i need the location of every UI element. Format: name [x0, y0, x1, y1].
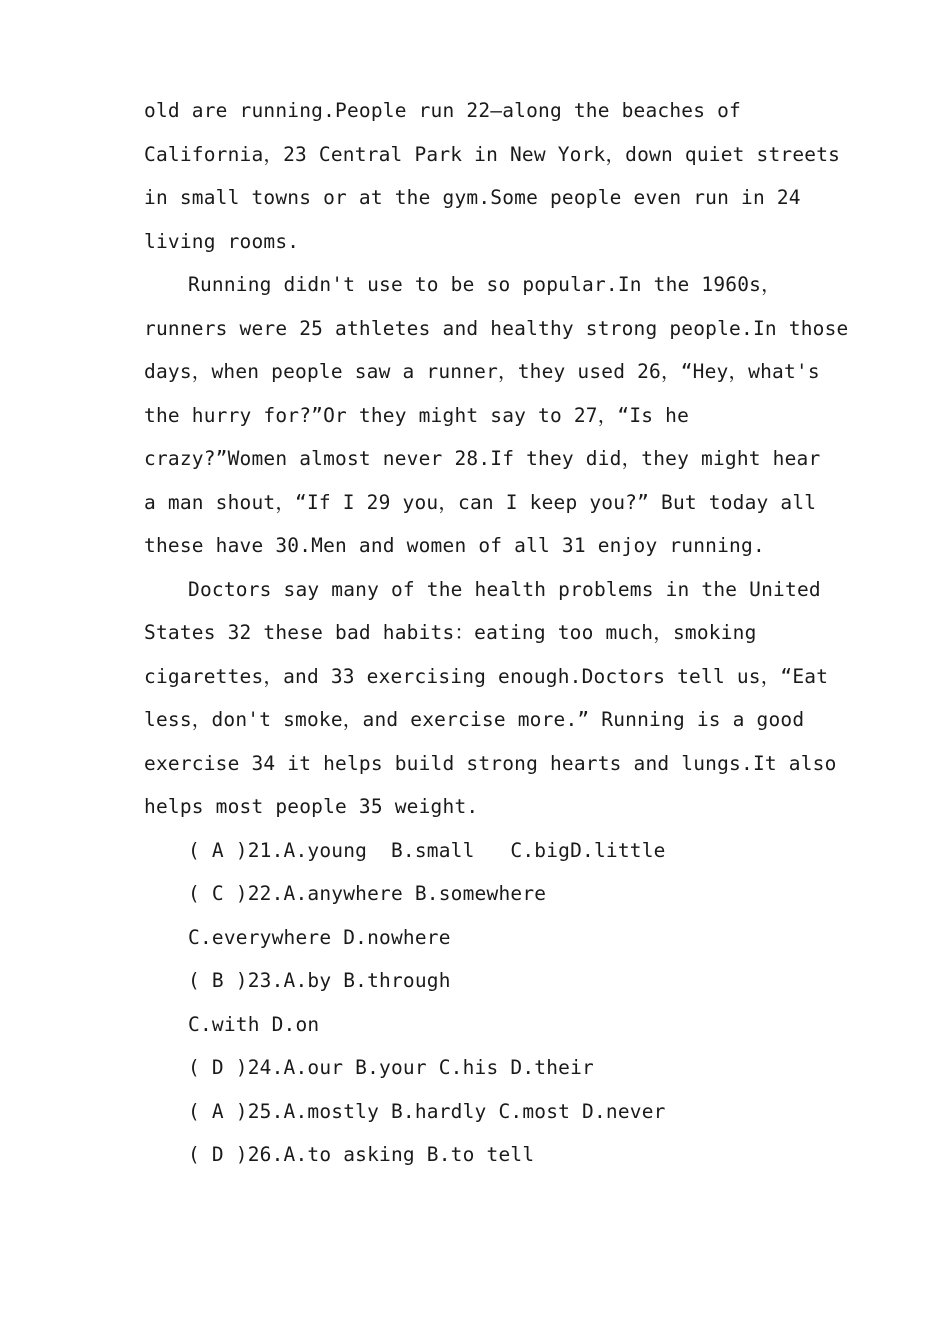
text-line: crazy?”Women almost never 28.If they did，they might hear — [144, 447, 821, 470]
text-line: Running didn't use to be so popular.In the 1960s， — [188, 273, 781, 296]
text-line: old are running.People run 22—along the beaches of — [144, 99, 741, 122]
text-line: cigarettes，and 33 exercising enough.Doctors tell us，“Eat — [144, 664, 829, 688]
question-item: ( D )26.A.to asking B.to tell — [188, 1143, 535, 1166]
text-line: helps most people 35 weight. — [144, 795, 479, 818]
text-line: exercise 34 it helps build strong hearts and lungs.It also — [144, 751, 837, 775]
text-line: living rooms. — [144, 229, 300, 253]
text-line: in small towns or at the gym.Some people even run in 24 — [144, 186, 801, 209]
text-line: less，don't smoke，and exercise more.” Running is a good — [144, 708, 805, 731]
question-item: ( C )22.A.anywhere B.somewhere — [188, 882, 547, 905]
text-line: California，23 Central Park in New York，down quiet streets — [144, 142, 841, 166]
paragraph-running-history — [144, 263, 849, 568]
question-item: ( A )25.A.mostly B.hardly C.most D.never — [188, 1099, 666, 1123]
paragraph-health — [144, 568, 837, 829]
text-line: days，when people saw a runner，they used 26，“Hey，what's — [144, 360, 820, 383]
question-item: ( B )23.A.by B.through — [188, 969, 451, 992]
question-item: ( A )21.A.young B.small C.bigD.little — [188, 838, 666, 862]
question-options-continued: C.everywhere D.nowhere — [188, 925, 451, 949]
answer-options-list — [144, 829, 814, 1177]
text-line: runners were 25 athletes and healthy strong people.In those — [144, 316, 849, 340]
text-line: these have 30.Men and women of all 31 enjoy running. — [144, 534, 765, 557]
question-item: ( D )24.A.our B.your C.his D.their — [188, 1056, 594, 1079]
text-line: Doctors say many of the health problems in the United — [188, 577, 821, 601]
question-options-continued: C.with D.on — [188, 1012, 320, 1036]
text-line: a man shout，“If I 29 you，can I keep you?” But today all — [144, 490, 817, 514]
passage-text — [144, 89, 849, 1177]
paragraph-continued — [144, 89, 841, 263]
text-line: the hurry for?”Or they might say to 27，“Is he — [144, 403, 690, 427]
text-line: States 32 these bad habits：eating too much，smoking — [144, 621, 757, 644]
